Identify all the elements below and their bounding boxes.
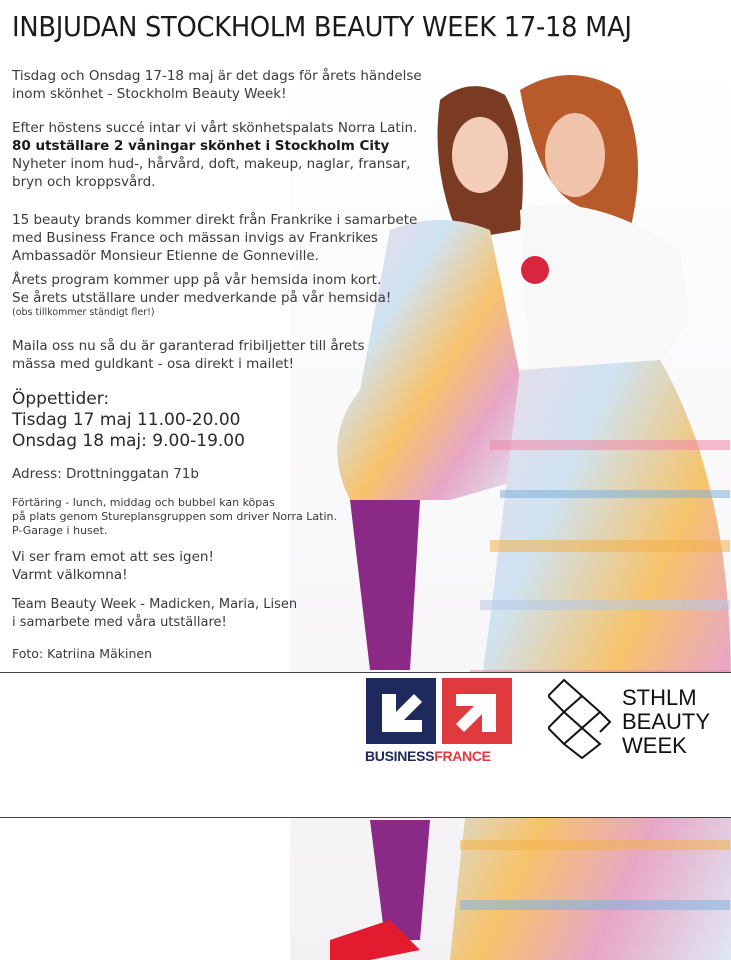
team-line: Team Beauty Week - Madicken, Maria, Lisen	[12, 597, 298, 612]
photo-credit: Foto: Katriina Mäkinen	[12, 646, 152, 661]
venue-line: Nyheter inom hud-, hårvård, doft, makeup, naglar, fransar,	[12, 156, 411, 172]
food-paragraph	[12, 496, 337, 538]
business-france-wordmark	[365, 748, 491, 764]
sbw-line: STHLM	[622, 685, 697, 710]
sbw-line: BEAUTY	[622, 709, 711, 734]
food-line: på plats genom Stureplansgruppen som driver Norra Latin.	[12, 510, 337, 523]
program-paragraph	[12, 271, 391, 319]
greeting-line: Vi ser fram emot att ses igen!	[12, 549, 214, 565]
bf-word-france: FRANCE	[434, 748, 491, 764]
hours-day: Onsdag 18 maj: 9.00-19.00	[12, 431, 245, 451]
sthlm-beauty-week-wordmark	[622, 686, 710, 758]
team-line: i samarbete med våra utställare!	[12, 615, 227, 630]
business-france-logo-icon	[362, 672, 514, 818]
team-paragraph	[12, 596, 297, 632]
venue-line: Efter höstens succé intar vi vårt skönhetspalats Norra Latin.	[12, 120, 418, 136]
page-title: INBJUDAN STOCKHOLM BEAUTY WEEK 17-18 MAJ	[12, 10, 632, 43]
greeting-paragraph	[12, 548, 214, 584]
brands-paragraph	[12, 211, 417, 265]
food-line: Förtäring - lunch, middag och bubbel kan köpas	[12, 496, 275, 509]
mail-line: Maila oss nu så du är garanterad fribiljetter till årets	[12, 338, 365, 354]
program-line: Årets program kommer upp på vår hemsida inom kort.	[12, 272, 382, 288]
opening-hours	[12, 389, 245, 452]
models-photo	[290, 60, 731, 960]
address: Adress: Drottninggatan 71b	[12, 466, 199, 482]
food-line: P-Garage i huset.	[12, 524, 108, 537]
brands-line: 15 beauty brands kommer direkt från Frankrike i samarbete	[12, 212, 418, 228]
intro-paragraph	[12, 67, 422, 103]
brands-line: med Business France och mässan invigs av Frankrikes	[12, 230, 378, 246]
program-line: Se årets utställare under medverkande på vår hemsida!	[12, 290, 392, 306]
program-note: (obs tillkommer ständigt fler!)	[12, 307, 155, 318]
mail-line: mässa med guldkant - osa direkt i mailet!	[12, 356, 295, 372]
venue-paragraph	[12, 119, 417, 191]
hours-day: Tisdag 17 maj 11.00-20.00	[12, 410, 241, 430]
hours-heading: Öppettider:	[12, 389, 110, 409]
greeting-line: Varmt välkomna!	[12, 567, 128, 583]
intro-line: inom skönhet - Stockholm Beauty Week!	[12, 86, 287, 102]
sbw-line: WEEK	[622, 733, 687, 758]
mail-paragraph	[12, 337, 365, 373]
sthlm-beauty-week-logo-icon	[548, 676, 612, 760]
bf-word-business: BUSINESS	[365, 748, 435, 764]
venue-line: bryn och kroppsvård.	[12, 174, 156, 190]
intro-line: Tisdag och Onsdag 17-18 maj är det dags för årets händelse	[12, 68, 422, 84]
venue-highlight: 80 utställare 2 våningar skönhet i Stockholm City	[12, 138, 390, 154]
brands-line: Ambassadör Monsieur Etienne de Gonneville.	[12, 248, 319, 264]
